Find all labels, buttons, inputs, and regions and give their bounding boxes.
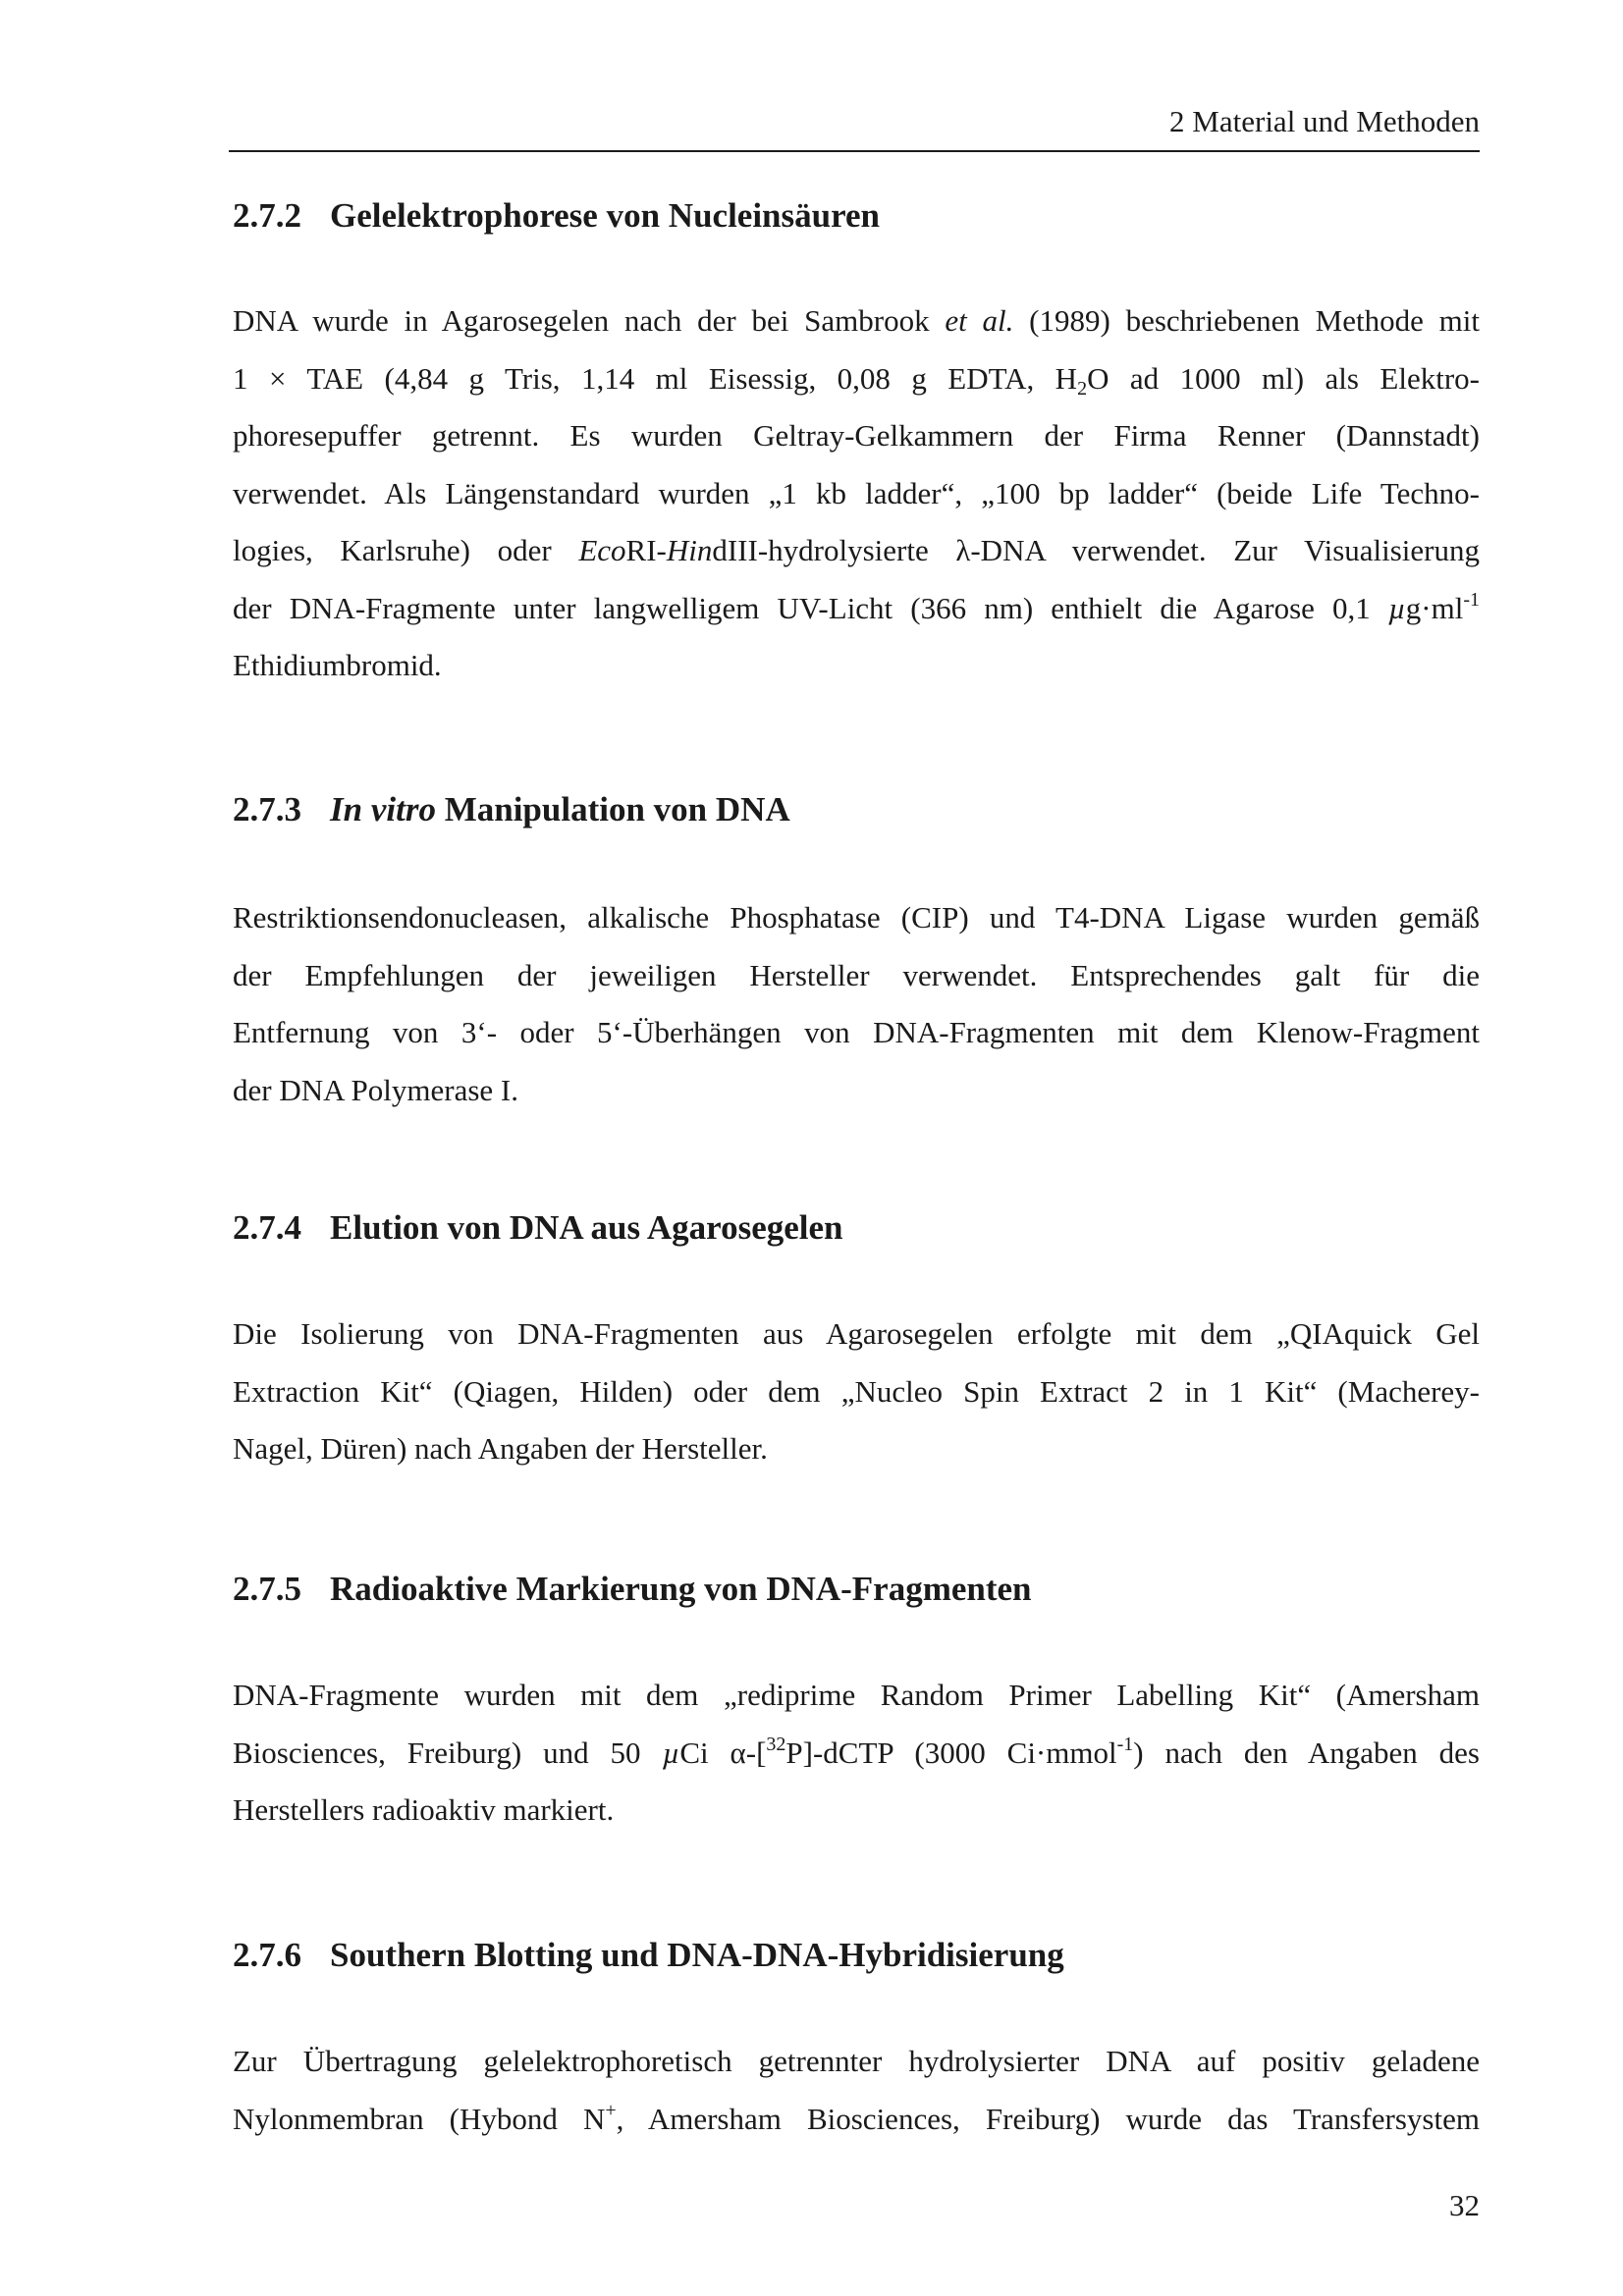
text-run: dIII-hydrolysierte λ-DNA verwendet. Zur Visualisierung <box>712 533 1480 567</box>
text-line <box>233 2091 1480 2149</box>
superscript: -1 <box>1116 1733 1134 1755</box>
header-rule <box>229 150 1480 152</box>
text-line: Die Isolierung von DNA-Fragmenten aus Agarosegelen erfolgte mit dem „QIAquick Gel <box>233 1316 1480 1351</box>
text-run: der DNA-Fragmente unter langwelligem UV-Licht (366 nm) enthielt die Agarose 0,1 <box>233 590 1388 625</box>
text-line: Zur Übertragung gelelektrophoretisch getrennter hydrolysierter DNA auf positiv geladene <box>233 2044 1480 2078</box>
section-title: Manipulation von DNA <box>435 790 790 828</box>
superscript: 32 <box>766 1733 786 1755</box>
section-title-italic: In vitro <box>330 790 436 828</box>
text-line: Nagel, Düren) nach Angaben der Hersteller. <box>233 1431 768 1466</box>
text-line: der Empfehlungen der jeweiligen Hersteller verwendet. Entsprechendes galt für die <box>233 957 1480 992</box>
text-line: DNA-Fragmente wurden mit dem „rediprime Random Primer Labelling Kit“ (Amersham <box>233 1678 1480 1712</box>
italic-run: µ <box>662 1735 680 1770</box>
text-line: Entfernung von 3‘- oder 5‘-Überhängen von DNA-Fragmenten mit dem Klenow-Fragment <box>233 1015 1480 1049</box>
section-number: 2.7.3 <box>233 790 301 828</box>
text-run: ) nach den Angaben des <box>1133 1735 1480 1770</box>
section-number: 2.7.5 <box>233 1570 301 1608</box>
text-line <box>233 1725 1480 1783</box>
text-line: verwendet. Als Längenstandard wurden „1 kb ladder“, „100 bp ladder“ (beide Life Techno- <box>233 475 1480 510</box>
page-number: 32 <box>1449 2188 1480 2222</box>
paragraph-southern-blotting <box>233 2033 1480 2148</box>
text-run: Nylonmembran (Hybond N <box>233 2101 606 2136</box>
text-run: P]-dCTP (3000 Ci·mmol <box>785 1735 1117 1770</box>
section-number: 2.7.6 <box>233 1936 301 1974</box>
text-line <box>233 350 1480 408</box>
section-number: 2.7.2 <box>233 196 301 235</box>
paragraph-elution <box>233 1306 1480 1478</box>
text-line: Extraction Kit“ (Qiagen, Hilden) oder dem „Nucleo Spin Extract 2 in 1 Kit“ (Macherey- <box>233 1373 1480 1409</box>
italic-run: µ <box>1387 590 1406 625</box>
text-run: 1 × TAE (4,84 g Tris, 1,14 ml Eisessig, 0,08 g EDTA, H <box>233 360 1078 396</box>
section-title: Southern Blotting und DNA-DNA-Hybridisierung <box>330 1936 1064 1974</box>
section-heading-2-7-6 <box>233 1934 1480 1977</box>
text-line <box>233 293 1480 350</box>
section-heading-2-7-3 <box>233 788 1480 831</box>
text-run: DNA wurde in Agarosegelen nach der bei Sambrook <box>233 303 946 338</box>
running-head: 2 Material und Methoden <box>1169 104 1480 138</box>
section-number: 2.7.4 <box>233 1208 301 1247</box>
text-line <box>233 580 1480 638</box>
text-line: der DNA Polymerase I. <box>233 1072 518 1107</box>
paragraph-radioaktive-markierung <box>233 1667 1480 1840</box>
section-title: Gelelektrophorese von Nucleinsäuren <box>330 196 880 235</box>
text-line: Ethidiumbromid. <box>233 648 442 682</box>
section-heading-2-7-2 <box>233 194 1480 238</box>
text-run: logies, Karlsruhe) oder <box>233 533 579 567</box>
section-title: Elution von DNA aus Agarosegelen <box>330 1208 843 1247</box>
text-run: g·ml <box>1405 590 1464 625</box>
section-heading-2-7-5 <box>233 1568 1480 1611</box>
subscript: 2 <box>1077 377 1088 400</box>
text-run: Biosciences, Freiburg) und 50 <box>233 1735 663 1770</box>
paragraph-in-vitro <box>233 889 1480 1119</box>
text-line <box>233 522 1480 580</box>
text-run: (1989) beschriebenen Methode mit <box>1013 303 1480 338</box>
text-run: , Amersham Biosciences, Freiburg) wurde das Transfersystem <box>616 2101 1480 2136</box>
text-line: Restriktionsendonucleasen, alkalische Phosphatase (CIP) und T4-DNA Ligase wurden gemäß <box>233 900 1480 934</box>
text-line: Herstellers radioaktiv markiert. <box>233 1792 615 1827</box>
text-run: Ci α-[ <box>679 1735 767 1770</box>
italic-run: Hin <box>666 533 713 567</box>
section-heading-2-7-4 <box>233 1206 1480 1250</box>
italic-run: et al. <box>945 303 1014 338</box>
text-run: O ad 1000 ml) als Elektro- <box>1087 360 1480 396</box>
superscript: + <box>605 2099 617 2121</box>
text-line: phoresepuffer getrennt. Es wurden Geltray-Gelkammern der Firma Renner (Dannstadt) <box>233 418 1480 453</box>
superscript: -1 <box>1463 588 1480 611</box>
italic-run: Eco <box>578 533 626 567</box>
text-run: RI- <box>625 533 667 567</box>
paragraph-gelelektrophorese <box>233 293 1480 695</box>
section-title: Radioaktive Markierung von DNA-Fragmenten <box>330 1570 1032 1608</box>
